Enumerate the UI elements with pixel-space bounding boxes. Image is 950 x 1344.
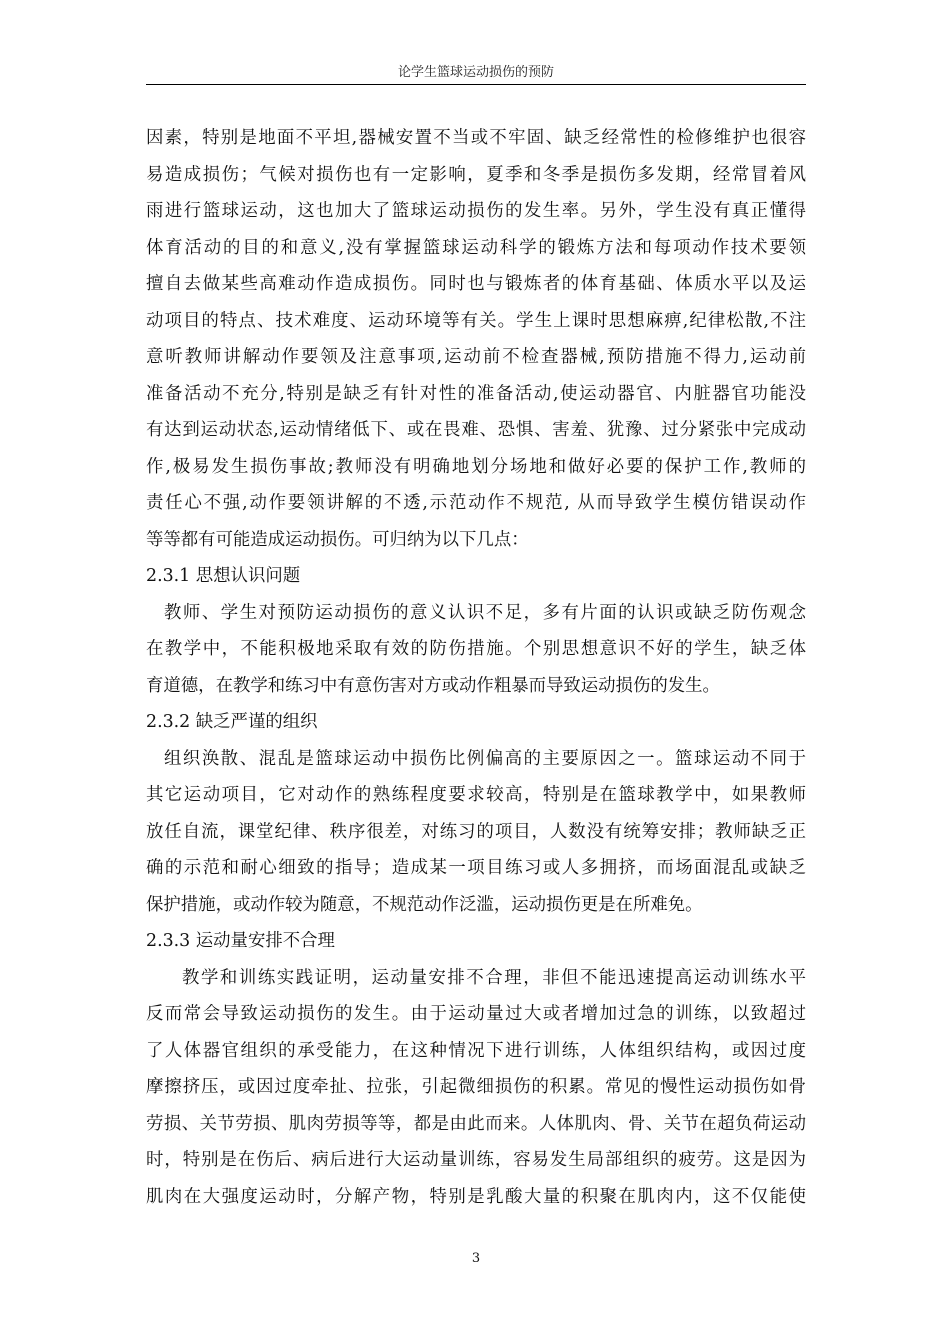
body-line: 教师、学生对预防运动损伤的意义认识不足，多有片面的认识或缺乏防伤观念 xyxy=(164,602,806,623)
body-line: 劳损、关节劳损、肌肉劳损等等，都是由此而来。人体肌肉、骨、关节在超负荷运动 xyxy=(146,1113,806,1134)
body-line: 时，特别是在伤后、病后进行大运动量训练，容易发生局部组织的疲劳。这是因为 xyxy=(146,1150,806,1170)
body-line: 其它运动项目，它对动作的熟练程度要求较高，特别是在篮球教学中，如果教师 xyxy=(146,785,806,805)
body-line: 摩擦挤压，或因过度牵扯、拉张，引起微细损伤的积累。常见的慢性运动损伤如骨 xyxy=(146,1077,806,1097)
section-heading-2-3-3: 2.3.3 运动量安排不合理 xyxy=(146,931,335,951)
body-line: 组织涣散、混乱是篮球运动中损伤比例偏高的主要原因之一。篮球运动不同于 xyxy=(164,748,806,769)
section-heading-2-3-2: 2.3.2 缺乏严谨的组织 xyxy=(146,712,318,732)
body-line: 了人体器官组织的承受能力，在这种情况下进行训练，人体组织结构，或因过度 xyxy=(146,1040,806,1061)
body-line: 等等都有可能造成运动损伤。可归纳为以下几点： xyxy=(146,529,529,550)
body-line: 擅自去做某些高难动作造成损伤。同时也与锻炼者的体育基础、体质水平以及运 xyxy=(146,274,806,294)
running-header: 论学生篮球运动损伤的预防 xyxy=(397,65,554,80)
body-line: 反而常会导致运动损伤的发生。由于运动量过大或者增加过急的训练，以致超过 xyxy=(146,1004,806,1024)
body-line: 意听教师讲解动作要领及注意事项,运动前不检查器械,预防措施不得力,运动前 xyxy=(146,347,806,367)
body-line: 准备活动不充分,特别是缺乏有针对性的准备活动,使运动器官、内脏器官功能没 xyxy=(146,383,806,404)
section-heading-2-3-1: 2.3.1 思想认识问题 xyxy=(146,566,301,586)
body-line: 雨进行篮球运动，这也加大了篮球运动损伤的发生率。另外，学生没有真正懂得 xyxy=(146,201,806,221)
body-line: 放任自流，课堂纪律、秩序很差，对练习的项目，人数没有统筹安排；教师缺乏正 xyxy=(146,821,806,842)
body-line: 保护措施，或动作较为随意，不规范动作泛滥，运动损伤更是在所难免。 xyxy=(146,894,703,915)
body-line: 肌肉在大强度运动时，分解产物，特别是乳酸大量的积聚在肌肉内，这不仅能使 xyxy=(146,1186,806,1207)
body-line: 教学和训练实践证明，运动量安排不合理，非但不能迅速提高运动训练水平 xyxy=(182,967,806,988)
body-line: 作,极易发生损伤事故;教师没有明确地划分场地和做好必要的保护工作,教师的 xyxy=(146,456,806,477)
body-line: 体育活动的目的和意义,没有掌握篮球运动科学的锻炼方法和每项动作技术要领 xyxy=(146,237,806,258)
page-number: 3 xyxy=(471,1251,481,1266)
body-line: 确的示范和耐心细致的指导；造成某一项目练习或人多拥挤，而场面混乱或缺乏 xyxy=(146,858,806,878)
body-line: 责任心不强,动作要领讲解的不透,示范动作不规范, 从而导致学生模仿错误动作 xyxy=(146,493,806,513)
body-line: 有达到运动状态,运动情绪低下、或在畏难、恐惧、害羞、犹豫、过分紧张中完成动 xyxy=(146,420,806,440)
body-line: 易造成损伤；气候对损伤也有一定影响，夏季和冬季是损伤多发期，经常冒着风 xyxy=(146,164,806,185)
header-rule xyxy=(146,84,806,85)
body-line: 因素，特别是地面不平坦,器械安置不当或不牢固、缺乏经常性的检修维护也很容 xyxy=(146,128,806,148)
document-body xyxy=(146,120,806,1215)
body-line: 在教学中，不能积极地采取有效的防伤措施。个别思想意识不好的学生，缺乏体 xyxy=(146,639,806,659)
body-line: 育道德，在教学和练习中有意伤害对方或动作粗暴而导致运动损伤的发生。 xyxy=(146,675,720,696)
body-line: 动项目的特点、技术难度、运动环境等有关。学生上课时思想麻痹,纪律松散,不注 xyxy=(146,310,806,331)
